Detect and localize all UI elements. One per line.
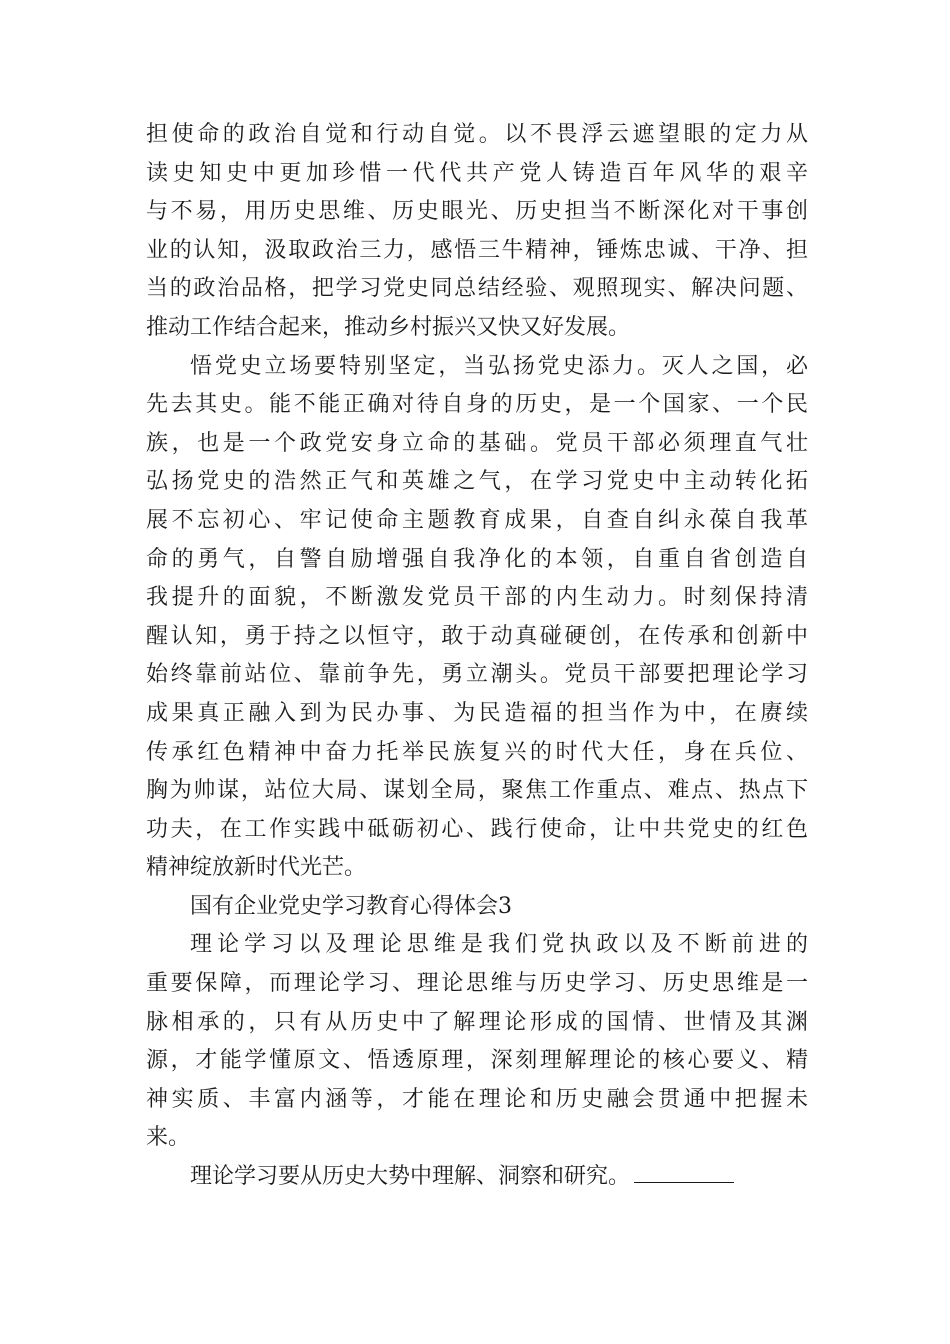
paragraph-line: 与不易，用历史思维、历史眼光、历史担当不断深化对干事创 (146, 199, 808, 225)
paragraph-line: 我提升的面貌，不断激发党员干部的内生动力。时刻保持清 (146, 585, 808, 611)
document-body (146, 116, 808, 1197)
paragraph-line: 醒认知，勇于持之以恒守，敢于动真碰硬创，在传承和创新中 (146, 623, 808, 649)
paragraph-line: 胸为帅谋，站位大局、谋划全局，聚焦工作重点、难点、热点下 (146, 778, 808, 804)
paragraph-line: 成果真正融入到为民办事、为民造福的担当作为中，在赓续 (146, 700, 808, 726)
paragraph-line: 弘扬党史的浩然正气和英雄之气，在学习党史中主动转化拓 (146, 469, 808, 495)
paragraph-line: 读史知史中更加珍惜一代代共产党人铸造百年风华的艰辛 (146, 160, 808, 186)
paragraph-line (146, 1158, 808, 1197)
paragraph-line: 源，才能学懂原文、悟透原理，深刻理解理论的核心要义、精 (146, 1048, 808, 1074)
paragraph-line: 始终靠前站位、靠前争先，勇立潮头。党员干部要把理论学习 (146, 662, 808, 688)
paragraph-line: 先去其史。能不能正确对待自身的历史，是一个国家、一个民 (146, 392, 808, 418)
paragraph-line: 担使命的政治自觉和行动自觉。以不畏浮云遮望眼的定力从 (146, 122, 808, 147)
paragraph-line: 业的认知，汲取政治三力，感悟三牛精神，锤炼忠诚、干净、担 (146, 237, 808, 263)
paragraph-line: 命的勇气，自警自励增强自我净化的本领，自重自省创造自 (146, 546, 808, 572)
paragraph-line: 重要保障，而理论学习、理论思维与历史学习、历史思维是一 (146, 971, 808, 997)
paragraph-line: 族，也是一个政党安身立命的基础。党员干部必须理直气壮 (146, 430, 808, 456)
paragraph-line: 脉相承的，只有从历史中了解理论形成的国情、世情及其渊 (146, 1009, 808, 1035)
paragraph-line: 精神绽放新时代光芒。 (146, 855, 367, 881)
paragraph-line: 神实质、丰富内涵等，才能在理论和历史融会贯通中把握未 (146, 1086, 808, 1112)
paragraph-line: 传承红色精神中奋力托举民族复兴的时代大任，身在兵位、 (146, 739, 808, 765)
fill-in-blank-underline (634, 1160, 734, 1183)
paragraph-line: 功夫，在工作实践中砥砺初心、践行使命，让中共党史的红色 (146, 816, 808, 842)
paragraph-line: 展不忘初心、牢记使命主题教育成果，自查自纠永葆自我革 (146, 507, 808, 533)
paragraph-line: 悟党史立场要特别坚定，当弘扬党史添力。灭人之国，必 (190, 353, 808, 379)
paragraph-line: 来。 (146, 1125, 191, 1151)
paragraph-line: 推动工作结合起来，推动乡村振兴又快又好发展。 (146, 314, 631, 340)
paragraph-line: 理论学习以及理论思维是我们党执政以及不断前进的 (190, 932, 808, 958)
section-heading: 国有企业党史学习教育心得体会3 (190, 893, 512, 919)
paragraph-line: 当的政治品格，把学习党史同总结经验、观照现实、解决问题、 (146, 276, 808, 302)
paragraph-text: 理论学习要从历史大势中理解、洞察和研究。 (190, 1164, 631, 1190)
